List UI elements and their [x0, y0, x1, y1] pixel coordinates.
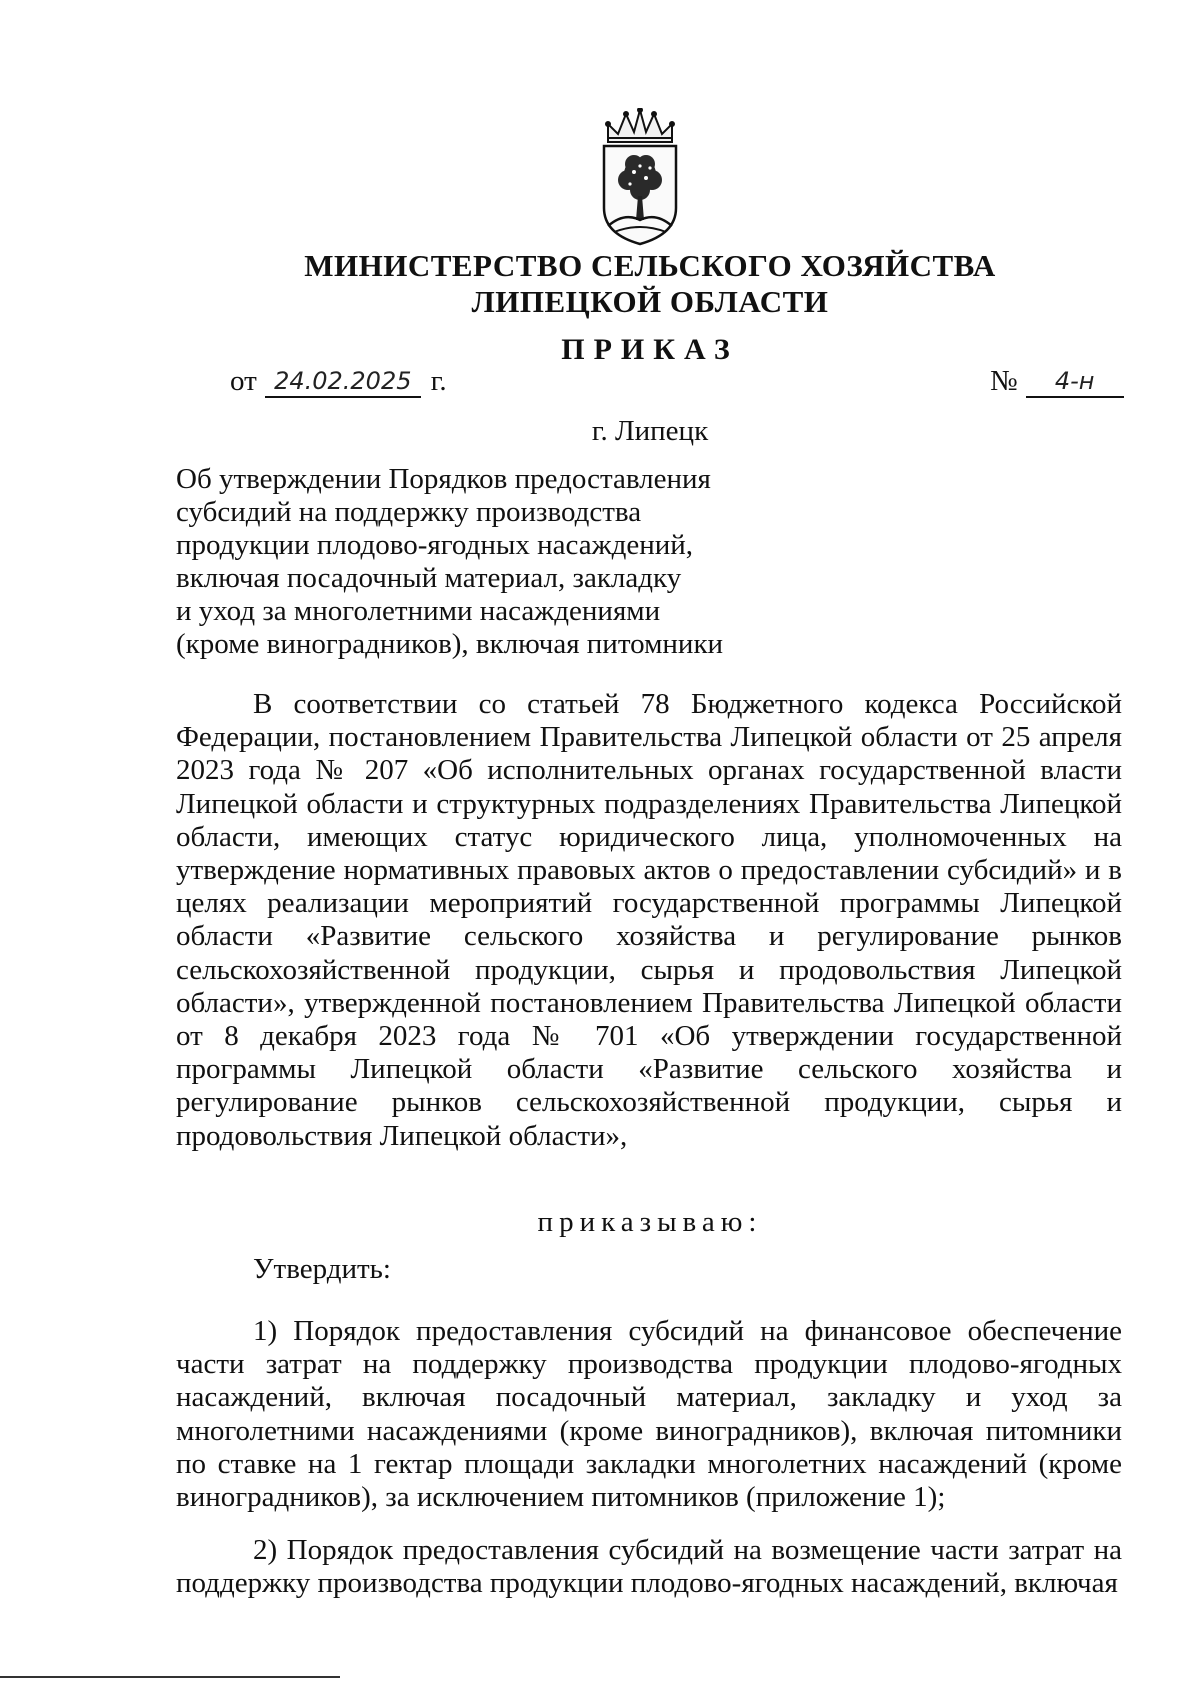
subject-line: субсидий на поддержку производства [176, 496, 642, 528]
order-title: ПРИКАЗ [561, 333, 739, 366]
order-date [230, 365, 447, 398]
list-item: 2) Порядок предоставления субсидий на возмещение части затрат на поддержку производства продукции плодово-ягодных насаждений, включая [176, 1534, 1122, 1600]
date-value: 24.02.2025 [265, 366, 421, 398]
date-suffix: г. [430, 365, 447, 397]
preamble-paragraph: В соответствии со статьей 78 Бюджетного кодекса Российской Федерации, постановлением Правительства Липецкой области от 25 апреля 2023 года № 207 «Об исполнительных органах государственной власти Липецкой области и структурных подразделениях Правительства Липецкой области, имеющих статус юридического лица, уполномоченных на утверждение нормативных правовых актов о предоставлении субсидий» и в целях реализации мероприятий государственной программы Липецкой области «Развитие сельского хозяйства и регулирование рынков сельскохозяйственной продукции, сырья и продовольствия Липецкой области», утвержденной постановлением Правительства Липецкой области от 8 декабря 2023 года № 701 «Об утверждении государственной программы Липецкой области «Развитие сельского хозяйства и регулирование рынков сельскохозяйственной продукции, сырья и продовольствия Липецкой области», [176, 688, 1122, 1152]
approve-heading: Утвердить: [253, 1253, 391, 1285]
city: г. Липецк [591, 415, 709, 447]
footer-divider [0, 1676, 340, 1678]
list-item: 1) Порядок предоставления субсидий на финансовое обеспечение части затрат на поддержку производства продукции плодово-ягодных насаждений, включая посадочный материал, закладку и уход за многолетними насаждениями (кроме виноградников), включая питомники по ставке на 1 гектар площади закладки многолетних насаждений (кроме виноградников), за исключением питомников (приложение 1); [176, 1315, 1122, 1514]
coat-of-arms-icon [598, 108, 682, 248]
number-value: 4-н [1026, 366, 1124, 398]
subject-line: Об утверждении Порядков предоставления [176, 463, 711, 495]
ministry-name-line2: ЛИПЕЦКОЙ ОБЛАСТИ [471, 284, 829, 319]
decree-word: приказываю: [537, 1206, 763, 1238]
subject-line: и уход за многолетними насаждениями [176, 595, 661, 627]
subject-line: (кроме виноградников), включая питомники [176, 628, 724, 660]
subject-line: включая посадочный материал, закладку [176, 562, 682, 594]
number-prefix: № [990, 365, 1018, 397]
ministry-name-line1: МИНИСТЕРСТВО СЕЛЬСКОГО ХОЗЯЙСТВА [304, 248, 996, 283]
subject-line: продукции плодово-ягодных насаждений, [176, 529, 694, 561]
order-subject [176, 463, 776, 661]
date-prefix: от [230, 365, 257, 397]
order-number [990, 365, 1124, 398]
